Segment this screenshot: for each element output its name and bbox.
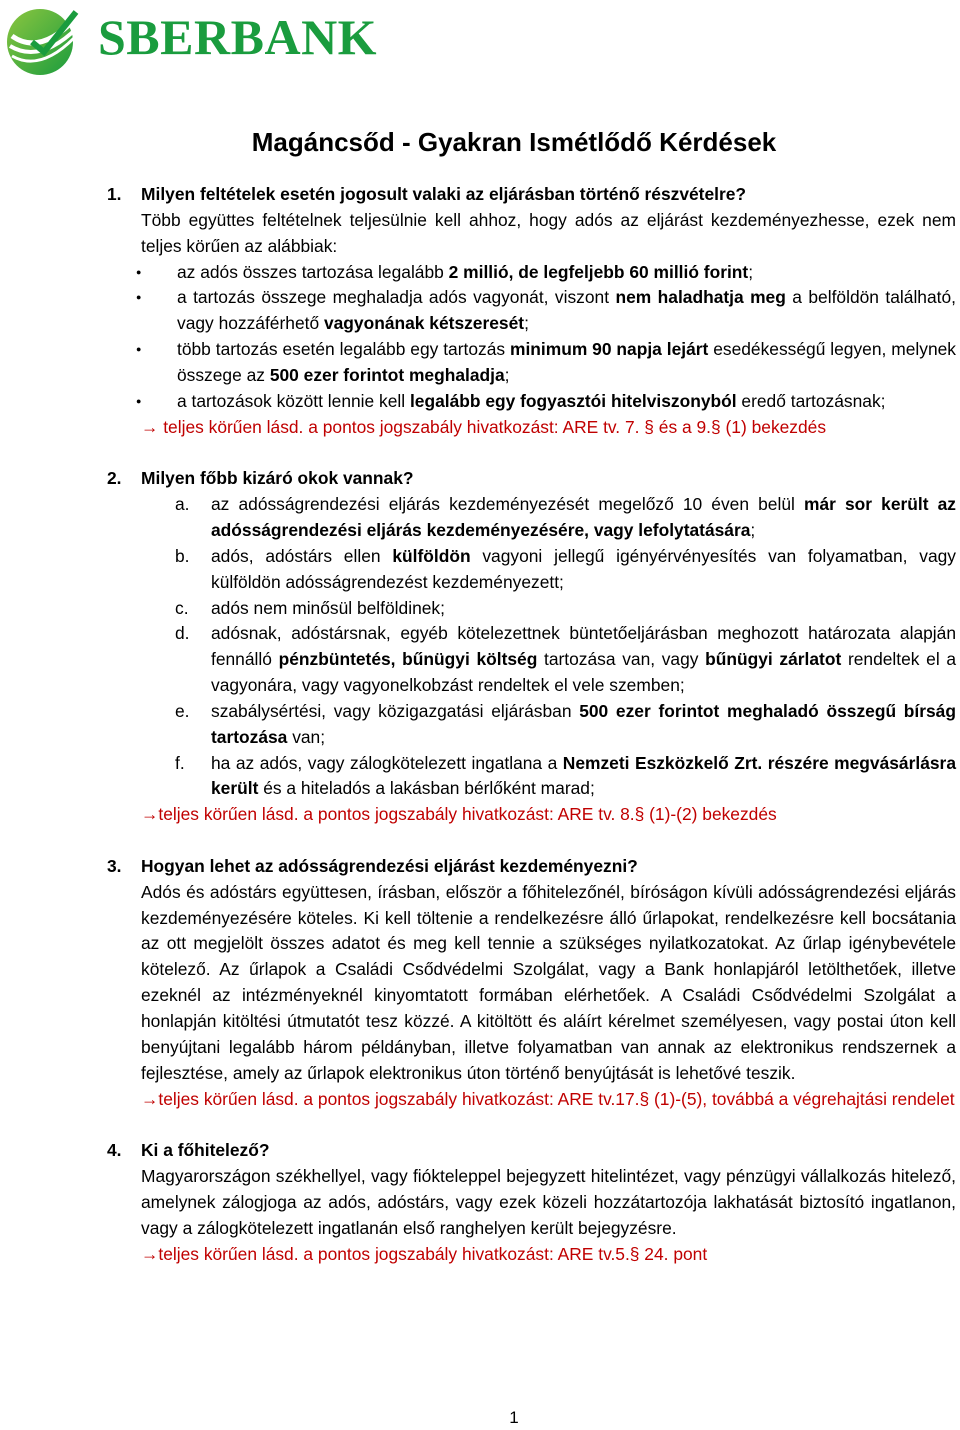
question-text: Milyen főbb kizáró okok vannak? bbox=[141, 468, 414, 489]
list-item: ● több tartozás esetén legalább egy tartozás minimum 90 napja lejárt esedékességű legyen, melynek összege az 500 ezer forintot meghaladja; bbox=[177, 337, 956, 389]
list-item: a. az adósságrendezési eljárás kezdeményezését megelőző 10 éven belül már sor került az adósságrendezési eljárás kezdeményezésére, vagy lefolytatására; bbox=[175, 494, 956, 540]
condition-list bbox=[107, 260, 956, 415]
question-4 bbox=[107, 1138, 956, 1164]
answer-text: Magyarországon székhellyel, vagy fiókteleppel bejegyzett hitelintézet, vagy pénzügyi vállalkozás hitelező, amelynek zálogjoga az adós, adóstárs, vagy ezek közeli hozzátartozója lakhatását biztosító ingatlanon, vagy a zálogkötelezett ingatlanán első ranghelyen került bejegyzésre. bbox=[141, 1166, 956, 1238]
list-item: f. ha az adós, vagy zálogkötelezett ingatlana a Nemzeti Eszközkelő Zrt. részére megvásárlásra került és a hiteladós a lakásban bérlőként marad; bbox=[175, 752, 956, 799]
sberbank-logo bbox=[4, 4, 378, 76]
answer-intro: Több együttes feltételnek teljesülnie kell ahhoz, hogy adós az eljárást kezdeményezhesse, ezek nem teljes körűen az alábbiak: bbox=[141, 209, 956, 256]
question-number: 1. bbox=[107, 184, 122, 204]
legal-reference-link[interactable]: → teljes körűen lásd. a pontos jogszabály hivatkozást: ARE tv. 7. § és a 9.§ (1) bekezdés bbox=[141, 416, 827, 437]
page-title: Magáncsőd - Gyakran Ismétlődő Kérdések bbox=[251, 127, 777, 157]
question-text: Hogyan lehet az adósságrendezési eljárást kezdeményezni? bbox=[141, 855, 638, 876]
list-item: e. szabálysértési, vagy közigazgatási eljárásban 500 ezer forintot meghaladó összegű bírság tartozása van; bbox=[175, 700, 956, 747]
sberbank-logo-icon bbox=[4, 4, 80, 76]
list-item: d. adósnak, adóstársnak, egyéb kötelezettnek büntetőeljárásban meghozott határozata alapján fennálló pénzbüntetés, bűnügyi költség tartozása van, vagy bűnügyi zárlatot rendeltek el a vagyonára, vagy vagyonelkobzást rendeltek el vele szemben; bbox=[175, 623, 957, 696]
question-text: Ki a főhitelező? bbox=[141, 1140, 270, 1161]
legal-reference-link[interactable]: →teljes körűen lásd. a pontos jogszabály hivatkozást: ARE tv. 8.§ (1)-(2) bekezdés bbox=[141, 804, 777, 825]
list-item: ● a tartozások között lennie kell legalább egy fogyasztói hitelviszonyból eredő tartozásnak; bbox=[177, 389, 956, 415]
sberbank-wordmark: SBERBANK bbox=[98, 9, 378, 65]
legal-reference-link[interactable]: →teljes körűen lásd. a pontos jogszabály hivatkozást: ARE tv.5.§ 24. pont bbox=[141, 1243, 708, 1264]
question-number: 2. bbox=[107, 468, 122, 489]
question-3 bbox=[107, 854, 956, 880]
list-item: ● a tartozás összege meghaladja adós vagyonát, viszont nem haladhatja meg a belföldön található, vagy hozzáférhető vagyonának kétszeresét; bbox=[177, 285, 956, 337]
question-2 bbox=[107, 466, 956, 492]
answer-text: Adós és adóstárs együttesen, írásban, először a főhitelezőnél, bíróságon kívüli adósságrendezési eljárás kezdeményezésére köteles. Ki kell töltenie a rendelkezésre álló űrlapokat, rendelkezésre kell bocsátania az ott megjelölt összes adatot és meg kell tennie a szükséges nyilatkozatokat. Az űrlap igénybevétele kötelező. Az űrlapok a Családi Csődvédelmi Szolgálat, vagy a Bank honlapjáról letölthetőek, illetve ezeknél az intézményeknél kinyomtatott formában elérhetőek. A Családi Csődvédelmi Szolgálat a honlapján kitöltési útmutatót tesz közzé. A kitöltött és aláírt kérelmet személyesen, vagy postai úton kell benyújtani legalább három példányban, illetve folyamatban van annak az elektronikus rendszernek a fejlesztése, amely az űrlapok elektronikus úton történő benyújtását is lehetővé teszik. bbox=[141, 881, 956, 1083]
question-number: 3. bbox=[107, 855, 122, 876]
page-number: 1 bbox=[509, 1408, 519, 1427]
question-1 bbox=[107, 182, 956, 208]
list-item: c. adós nem minősül belföldinek; bbox=[175, 597, 445, 618]
list-item: b. adós, adóstárs ellen külföldön vagyoni jellegű igényérvényesítés van folyamatban, vagy külföldön adósságrendezést kezdeményezett; bbox=[175, 545, 956, 592]
legal-reference-link[interactable]: →teljes körűen lásd. a pontos jogszabály hivatkozást: ARE tv.17.§ (1)-(5), továbbá a végrehajtási rendelet bbox=[141, 1088, 955, 1109]
question-number: 4. bbox=[107, 1140, 122, 1161]
list-item: ● az adós összes tartozása legalább 2 millió, de legfeljebb 60 millió forint; bbox=[177, 260, 956, 286]
question-text: Milyen feltételek esetén jogosult valaki az eljárásban történő részvételre? bbox=[141, 184, 747, 204]
faq-content bbox=[107, 182, 956, 1267]
exclusion-list bbox=[107, 492, 956, 802]
